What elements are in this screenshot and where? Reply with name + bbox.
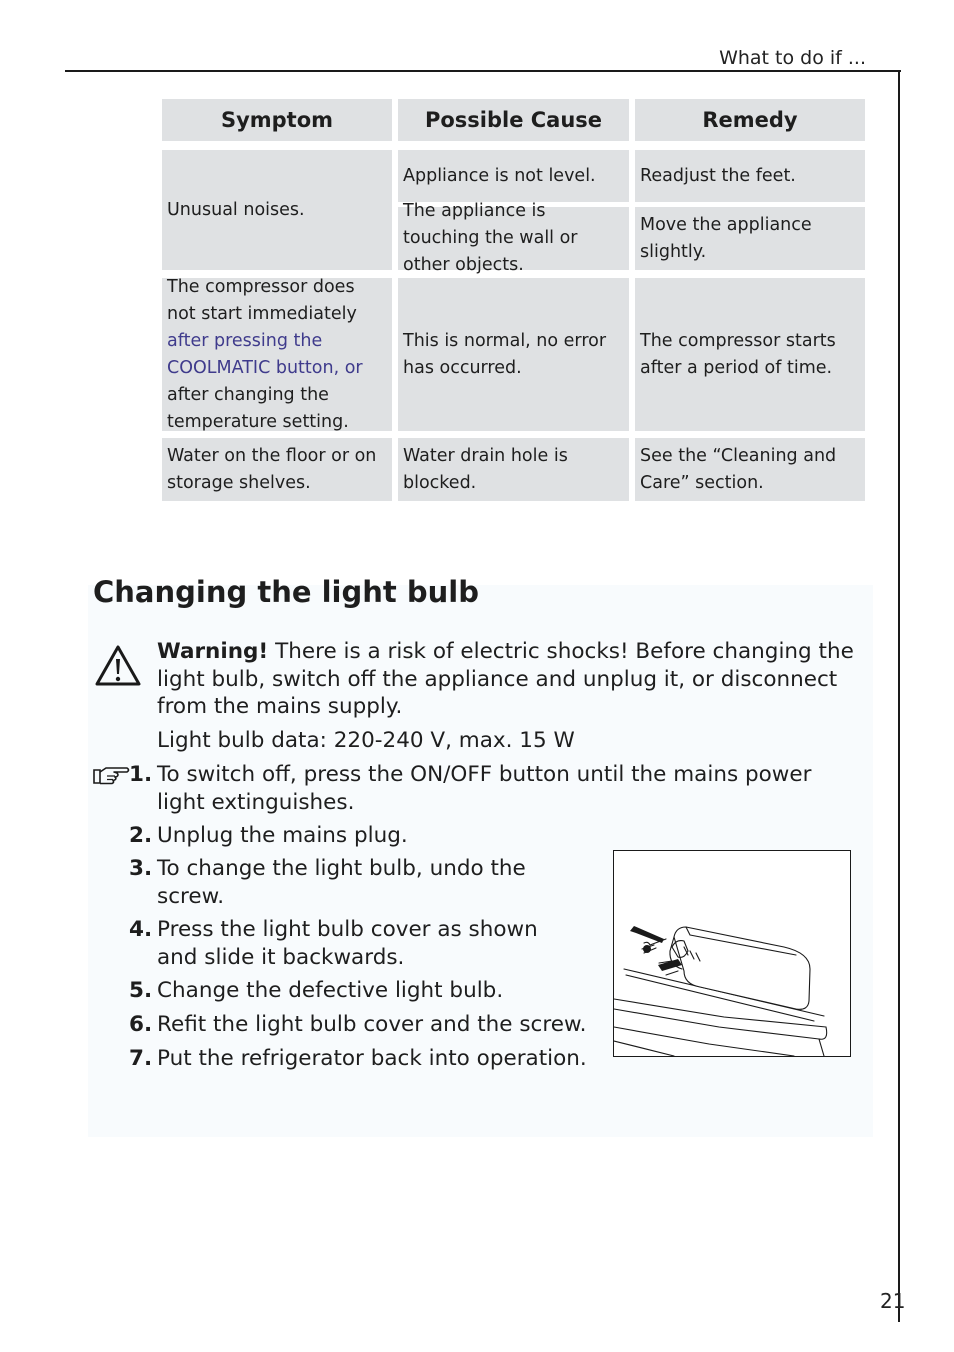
step-text: To switch off, press the ON/OFF button until the mains power light extinguishes. (157, 762, 812, 815)
step-number: 2. (129, 823, 153, 848)
cell-text: Water on the floor or on storage shelves. (167, 445, 377, 493)
table-cell-cause (398, 438, 629, 501)
step-text: Unplug the mains plug. (157, 823, 408, 848)
step-number: 7. (129, 1046, 153, 1071)
warning-triangle-icon (94, 644, 142, 688)
table-cell-cause (398, 278, 629, 431)
page-header: What to do if ... (719, 47, 866, 69)
warning-body: There is a risk of electric shocks! Before changing the light bulb, switch off the appliance and unplug it, or disconnect from the mains supply. (157, 639, 854, 719)
warning-text (157, 638, 857, 721)
table-cell-remedy (635, 438, 865, 501)
section-title: Changing the light bulb (93, 575, 479, 609)
margin-rule (898, 70, 900, 1322)
header-rule (65, 70, 901, 72)
cell-text: Move the appliance slightly. (640, 214, 812, 262)
bulb-data: Light bulb data: 220-240 V, max. 15 W (157, 728, 575, 753)
table-cell-cause (398, 150, 629, 202)
light-bulb-cover-figure (613, 850, 851, 1057)
step-number: 6. (129, 1012, 153, 1037)
pointing-hand-icon (92, 764, 130, 786)
step-number: 5. (129, 978, 153, 1003)
table-cell-symptom (162, 150, 392, 270)
table-cell-remedy (635, 150, 865, 202)
cell-text: See the “Cleaning and Care” section. (640, 445, 837, 493)
header-remedy (635, 99, 865, 141)
step-number: 3. (129, 856, 153, 881)
step-text: To change the light bulb, undo the screw. (157, 856, 526, 909)
cell-text: The compressor starts after a period of time. (640, 330, 836, 378)
step-text: Put the refrigerator back into operation. (157, 1046, 587, 1071)
cell-text-part: The compressor does not start immediately (167, 276, 357, 324)
header-cause-label: Possible Cause (424, 107, 603, 132)
header-symptom (162, 99, 392, 141)
header-cause (398, 99, 629, 141)
cell-text: This is normal, no error has occurred. (403, 330, 607, 378)
cell-text-part: after changing the temperature setting. (167, 384, 349, 432)
table-cell-remedy (635, 207, 865, 270)
step-text: Press the light bulb cover as shown and slide it backwards. (157, 917, 538, 970)
step-number: 4. (129, 917, 153, 942)
header-symptom-label: Symptom (220, 107, 334, 132)
table-cell-symptom (162, 278, 392, 431)
cell-text (167, 274, 388, 436)
step-text: Refit the light bulb cover and the screw. (157, 1012, 587, 1037)
table-cell-cause (398, 201, 629, 275)
cell-text: Unusual noises. (167, 199, 305, 220)
cell-text: Appliance is not level. (403, 165, 596, 186)
warning-label: Warning! (157, 639, 269, 664)
step-number: 1. (129, 762, 153, 787)
table-cell-remedy (635, 278, 865, 431)
page-number: 21 (880, 1289, 906, 1313)
cell-text: The appliance is touching the wall or other objects. (403, 201, 578, 275)
cell-text: Water drain hole is blocked. (403, 445, 568, 493)
header-remedy-label: Remedy (702, 107, 798, 132)
table-cell-symptom (162, 438, 392, 501)
step-text: Change the defective light bulb. (157, 978, 504, 1003)
cell-text: Readjust the feet. (640, 165, 796, 186)
cell-text-highlight: after pressing the COOLMATIC button, or (167, 330, 363, 378)
